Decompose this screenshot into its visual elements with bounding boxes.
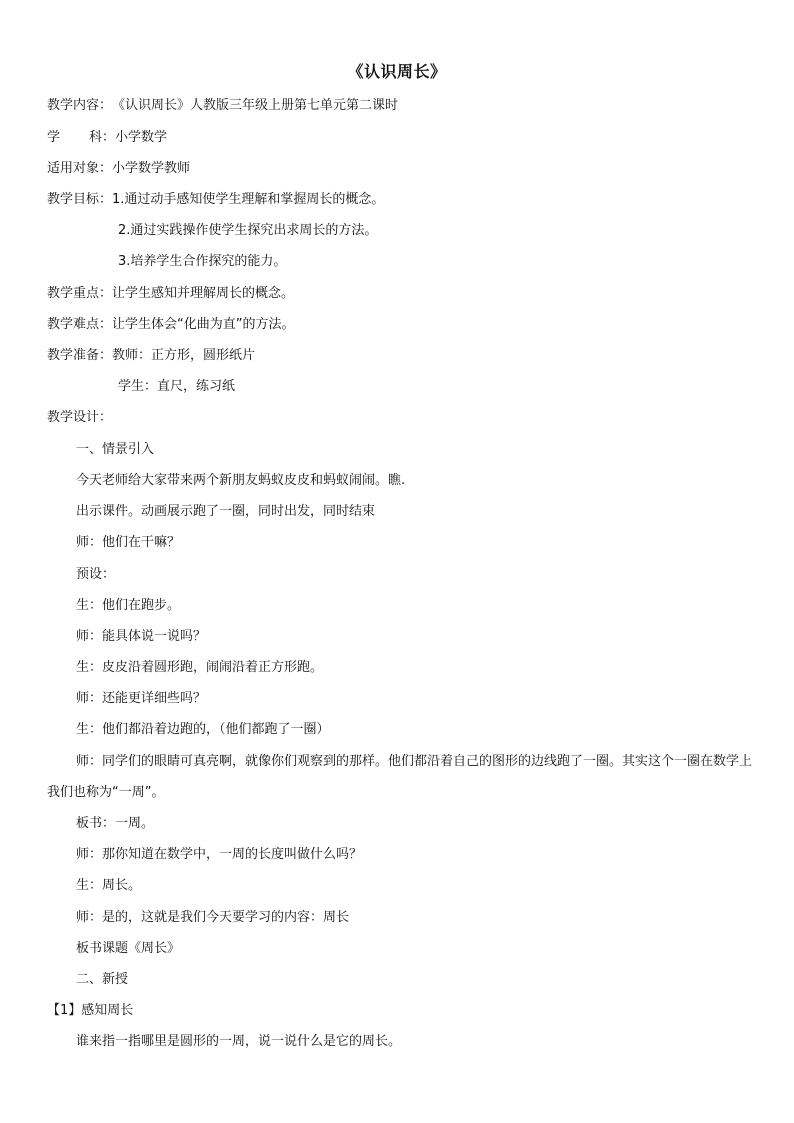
dialogue-line: 生：周长。	[76, 878, 142, 893]
dialogue-line: 今天老师给大家带来两个新朋友蚂蚁皮皮和蚂蚁闹闹。瞧.	[76, 473, 406, 488]
dialogue-line: 师：还能更详细些吗？	[76, 691, 207, 706]
key-point-row	[47, 285, 294, 303]
prep-label: 教学准备：	[47, 348, 113, 363]
content-label: 教学内容：	[47, 98, 113, 113]
goal-item: 3.培养学生合作探究的能力。	[118, 254, 287, 269]
difficulty-value: 让学生体会“化曲为直”的方法。	[112, 317, 295, 332]
difficulty-row	[47, 316, 295, 334]
prep-teacher: 教师：正方形，圆形纸片	[112, 348, 256, 363]
dialogue-line: 师：他们在干嘛？	[76, 535, 181, 550]
goal-item: 2.通过实践操作使学生探究出求周长的方法。	[118, 223, 378, 238]
dialogue-line: 师：是的，这就是我们今天要学习的内容：周长	[76, 910, 350, 925]
dialogue-line: 预设：	[76, 567, 116, 582]
difficulty-label: 教学难点：	[47, 317, 113, 332]
section-heading: 二、新授	[76, 972, 129, 987]
dialogue-line: 出示课件。动画展示跑了一圈，同时出发，同时结束	[76, 504, 376, 519]
prep-student: 学生：直尺，练习纸	[118, 379, 236, 394]
key-point-value: 让学生感知并理解周长的概念。	[112, 286, 295, 301]
dialogue-line: 师：那你知道在数学中，一周的长度叫做什么吗？	[76, 847, 363, 862]
dialogue-line: 师：能具体说一说吗？	[76, 629, 207, 644]
dialogue-line: 谁来指一指哪里是圆形的一周，说一说什么是它的周长。	[76, 1034, 402, 1049]
dialogue-line: 板书：一周。	[76, 816, 155, 831]
content-row	[47, 97, 398, 115]
subsection-heading: 【1】感知周长	[47, 1003, 134, 1018]
subject-row	[47, 129, 167, 147]
goals-label: 教学目标：	[47, 192, 113, 207]
long-paragraph-text: 师：同学们的眼睛可真亮啊，就像你们观察到的那样。他们都沿着自己的图形的边线跑了一圈。其实这个一圈在数学上我们也称为“一周”。	[47, 754, 753, 800]
subject-label-second: 科：	[89, 130, 116, 145]
dialogue-line: 生：他们在跑步。	[76, 598, 181, 613]
dialogue-line: 生：皮皮沿着圆形跑，闹闹沿着正方形跑。	[76, 660, 324, 675]
design-label: 教学设计：	[47, 410, 113, 425]
audience-label: 适用对象：	[47, 161, 113, 176]
long-paragraph	[47, 746, 759, 808]
subject-label-first: 学	[47, 130, 61, 145]
subject-value: 小学数学	[115, 130, 168, 145]
document-title: 《认识周长》	[347, 62, 447, 81]
audience-row	[47, 160, 190, 178]
content-value: 《认识周长》人教版三年级上册第七单元第二课时	[112, 98, 399, 113]
dialogue-line: 板书课题《周长》	[76, 941, 181, 956]
dialogue-line: 生：他们都沿着边跑的，（他们都跑了一圈）	[76, 722, 330, 737]
prep-row	[47, 347, 255, 365]
section-heading: 一、情景引入	[76, 442, 155, 457]
key-point-label: 教学重点：	[47, 286, 113, 301]
audience-value: 小学数学教师	[112, 161, 191, 176]
goal-item: 1.通过动手感知使学生理解和掌握周长的概念。	[112, 192, 385, 207]
goals-row	[47, 191, 384, 209]
